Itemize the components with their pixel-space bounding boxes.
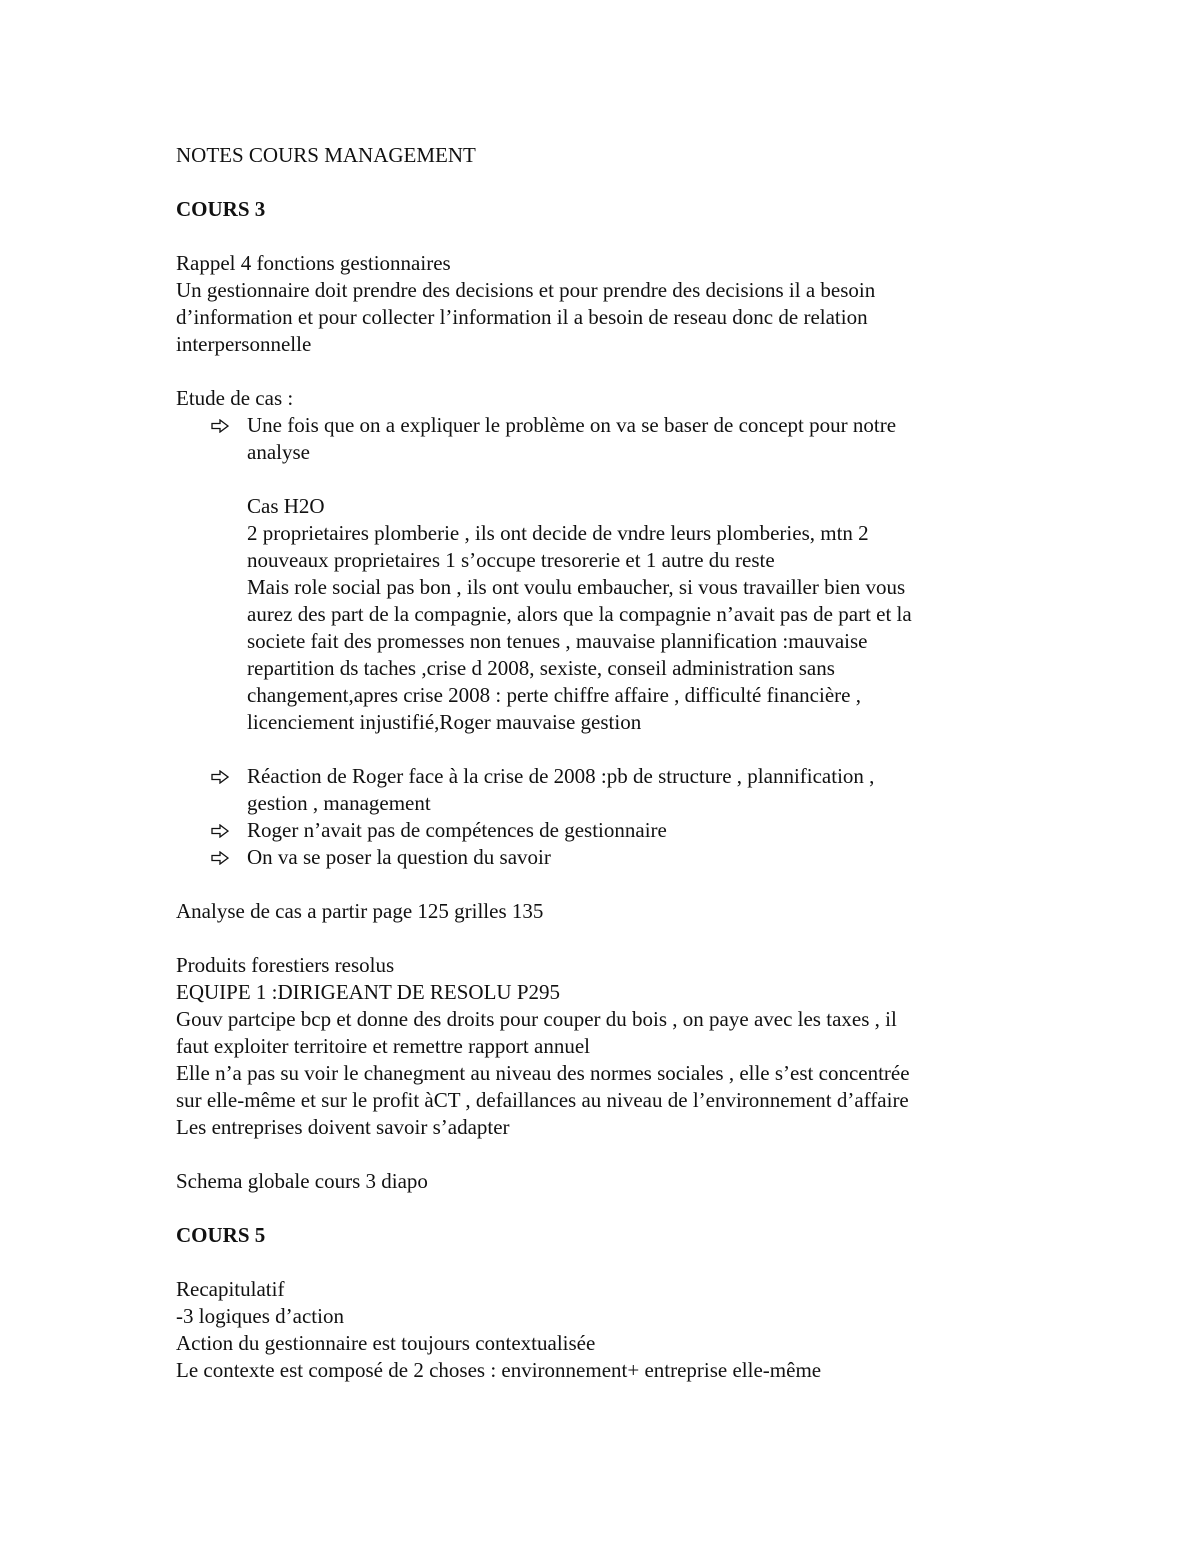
analyse-line: Analyse de cas a partir page 125 grilles 135 bbox=[176, 899, 544, 923]
bullet-line: On va se poser la question du savoir bbox=[247, 845, 551, 869]
cas-h2o-block bbox=[247, 493, 1056, 736]
cas-line: Mais role social pas bon , ils ont voulu embaucher, si vous travailler bien vous bbox=[247, 575, 906, 599]
arrow-right-outline-icon bbox=[211, 412, 231, 439]
bullet-item bbox=[247, 817, 1056, 844]
paragraph-line: Un gestionnaire doit prendre des decisions et pour prendre des decisions il a besoin bbox=[176, 278, 876, 302]
document-page bbox=[176, 142, 1056, 1384]
cas-line: licenciement injustifié,Roger mauvaise gestion bbox=[247, 710, 642, 734]
bullet-item bbox=[247, 412, 1056, 466]
paragraph-line: interpersonnelle bbox=[176, 332, 312, 356]
cas-line: aurez des part de la compagnie, alors que la compagnie n’avait pas de part et la bbox=[247, 602, 912, 626]
arrow-right-outline-icon bbox=[211, 817, 231, 844]
spacer bbox=[176, 871, 1056, 898]
spacer bbox=[176, 358, 1056, 385]
paragraph-line: Gouv partcipe bcp et donne des droits pour couper du bois , on paye avec les taxes , il bbox=[176, 1007, 897, 1031]
etude-bullet-list bbox=[176, 412, 1056, 871]
cours5-heading: COURS 5 bbox=[176, 1223, 266, 1247]
paragraph-line: EQUIPE 1 :DIRIGEANT DE RESOLU P295 bbox=[176, 980, 561, 1004]
document-title: NOTES COURS MANAGEMENT bbox=[176, 143, 476, 167]
paragraph-line: Elle n’a pas su voir le chanegment au niveau des normes sociales , elle s’est concentrée bbox=[176, 1061, 910, 1085]
spacer bbox=[176, 169, 1056, 196]
cas-line: 2 proprietaires plomberie , ils ont decide de vndre leurs plomberies, mtn 2 bbox=[247, 521, 869, 545]
paragraph-line: Produits forestiers resolus bbox=[176, 953, 395, 977]
spacer bbox=[247, 736, 1056, 763]
cas-line: repartition ds taches ,crise d 2008, sexiste, conseil administration sans bbox=[247, 656, 835, 680]
bullet-line: analyse bbox=[247, 440, 310, 464]
etude-label: Etude de cas : bbox=[176, 386, 294, 410]
spacer bbox=[176, 223, 1056, 250]
paragraph-line: Action du gestionnaire est toujours contextualisée bbox=[176, 1331, 596, 1355]
paragraph-line: -3 logiques d’action bbox=[176, 1304, 344, 1328]
paragraph-line: Rappel 4 fonctions gestionnaires bbox=[176, 251, 451, 275]
spacer bbox=[176, 1195, 1056, 1222]
cas-line: nouveaux proprietaires 1 s’occupe tresorerie et 1 autre du reste bbox=[247, 548, 775, 572]
cours3-heading: COURS 3 bbox=[176, 197, 266, 221]
cas-line: Cas H2O bbox=[247, 494, 325, 518]
arrow-right-outline-icon bbox=[211, 844, 231, 871]
bullet-line: Une fois que on a expliquer le problème on va se baser de concept pour notre bbox=[247, 413, 897, 437]
paragraph-line: Recapitulatif bbox=[176, 1277, 285, 1301]
bullet-line: Réaction de Roger face à la crise de 2008 :pb de structure , plannification , bbox=[247, 764, 875, 788]
spacer bbox=[176, 1249, 1056, 1276]
cas-line: societe fait des promesses non tenues , mauvaise plannification :mauvaise bbox=[247, 629, 868, 653]
cours5-paragraph bbox=[176, 1276, 1056, 1384]
spacer bbox=[176, 1141, 1056, 1168]
cas-line: changement,apres crise 2008 : perte chiffre affaire , difficulté financière , bbox=[247, 683, 861, 707]
paragraph-line: faut exploiter territoire et remettre rapport annuel bbox=[176, 1034, 590, 1058]
bullet-item bbox=[247, 763, 1056, 817]
spacer bbox=[176, 925, 1056, 952]
paragraph-line: sur elle-même et sur le profit àCT , defaillances au niveau de l’environnement d’affaire bbox=[176, 1088, 909, 1112]
paragraph-line: d’information et pour collecter l’information il a besoin de reseau donc de relation bbox=[176, 305, 868, 329]
paragraph-line: Les entreprises doivent savoir s’adapter bbox=[176, 1115, 510, 1139]
bullet-line: gestion , management bbox=[247, 791, 431, 815]
arrow-right-outline-icon bbox=[211, 763, 231, 790]
spacer bbox=[247, 466, 1056, 493]
bullet-line: Roger n’avait pas de compétences de gestionnaire bbox=[247, 818, 667, 842]
bullet-item bbox=[247, 844, 1056, 871]
schema-line: Schema globale cours 3 diapo bbox=[176, 1169, 428, 1193]
rappel-paragraph bbox=[176, 250, 1056, 358]
paragraph-line: Le contexte est composé de 2 choses : environnement+ entreprise elle-même bbox=[176, 1358, 822, 1382]
produits-paragraph bbox=[176, 952, 1056, 1141]
